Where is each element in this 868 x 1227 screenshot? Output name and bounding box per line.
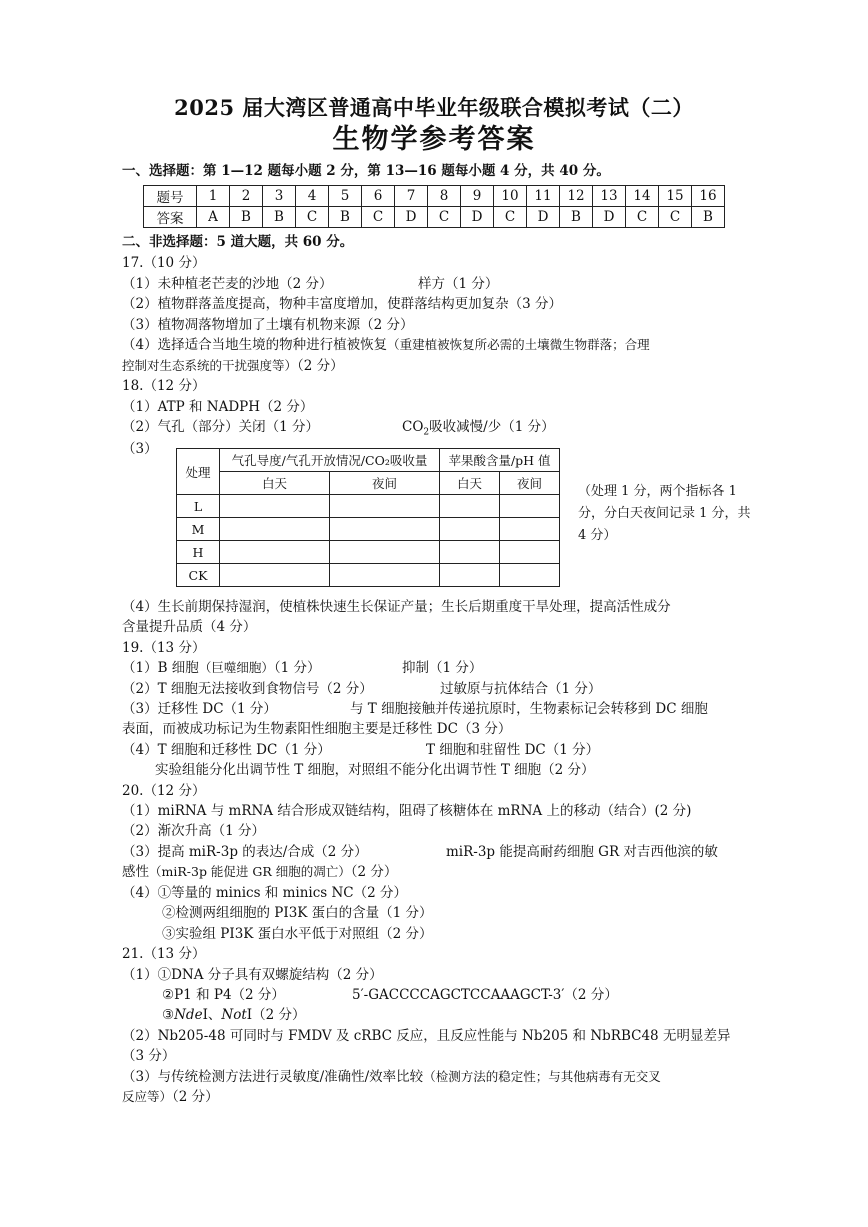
question-number: 10 <box>494 186 527 207</box>
q21-answer-3a-note: （检测方法的稳定性；与其他病毒有无交叉 <box>423 1069 661 1084</box>
empty-cell <box>220 564 330 587</box>
q21-answer-3a-main: （3）与传统检测方法进行灵敏度/准确性/效率比较 <box>122 1069 424 1085</box>
q20-answer-3c-score: （2 分） <box>350 864 398 880</box>
co2-subscript: 2 <box>423 427 430 438</box>
q18-answer-2b <box>402 418 555 442</box>
q20-answer-3c-main: 感性 <box>122 864 149 880</box>
co2-prefix: CO <box>402 419 424 435</box>
q20-answer-4a: （4）①等量的 minics 和 minics NC（2 分） <box>122 885 408 901</box>
q20-answer-2: （2）渐次升高（1 分） <box>122 823 265 839</box>
empty-cell <box>440 495 500 518</box>
q18-answer-4-line2: 含量提升品质（4 分） <box>122 619 257 635</box>
q20-answer-4c: ③实验组 PI3K 蛋白水平低于对照组（2 分） <box>162 926 433 942</box>
q21-heading: 21.（13 分） <box>122 946 206 962</box>
table-header-row <box>177 449 560 472</box>
q21-answer-3b-note: 反应等） <box>122 1089 173 1104</box>
q20-answer-3a: （3）提高 miR-3p 的表达/合成（2 分） <box>122 844 368 860</box>
q19-answer-4b: T 细胞和驻留性 DC（1 分） <box>426 742 600 758</box>
q19-answer-2b: 过敏原与抗体结合（1 分） <box>440 681 602 697</box>
answer-cell: C <box>296 207 329 228</box>
q19-answer-2a: （2）T 细胞无法接收到食物信号（2 分） <box>122 681 373 697</box>
q17-answer-1a: （1）未种植老芒麦的沙地（2 分） <box>122 276 333 292</box>
table-subheader-day: 白天 <box>220 472 330 495</box>
question-number: 3 <box>263 186 296 207</box>
question-number: 5 <box>329 186 362 207</box>
answer-cell: B <box>692 207 725 228</box>
treatment-label: CK <box>177 564 220 587</box>
q18-scoring-note: （处理 1 分，两个指标各 1 分，分白天夜间记录 1 分，共 4 分） <box>578 484 751 543</box>
empty-cell <box>220 518 330 541</box>
table-col-header-stomata: 气孔导度/气孔开放情况/CO₂吸收量 <box>220 449 440 472</box>
q20-answer-3c-note: （miR-3p 能促进 GR 细胞的凋亡） <box>149 864 351 879</box>
answer-row <box>144 207 725 228</box>
q19-answer-1a-score: （1 分） <box>273 660 321 676</box>
treatment-label: L <box>177 495 220 518</box>
q17-answer-2: （2）植物群落盖度提高，物种丰富度增加，使群落结构更加复杂（3 分） <box>122 296 562 312</box>
enzyme-name-nde: Nde <box>174 1007 203 1023</box>
treatment-label: H <box>177 541 220 564</box>
answer-cell: A <box>197 207 230 228</box>
answer-cell: D <box>527 207 560 228</box>
q17-heading: 17.（10 分） <box>122 255 206 271</box>
q19-answer-1b: 抑制（1 分） <box>402 660 483 676</box>
answer-cell: C <box>626 207 659 228</box>
empty-cell <box>500 541 560 564</box>
q18-answer-4-line1: （4）生长前期保持湿润，使植株快速生长保证产量；生长后期重度干旱处理，提高活性成分 <box>122 599 671 615</box>
table-subheader-row <box>177 472 560 495</box>
q19-answer-4c: 实验组能分化出调节性 T 细胞，对照组不能分化出调节性 T 细胞（2 分） <box>155 762 595 778</box>
q21-answer-2b: （3 分） <box>122 1048 176 1064</box>
document-subtitle: 生物学参考答案 <box>332 124 536 155</box>
question-number: 13 <box>593 186 626 207</box>
empty-cell <box>440 541 500 564</box>
question-number: 9 <box>461 186 494 207</box>
q17-answer-4-main: （4）选择适合当地生境的物种进行植被恢复 <box>122 337 388 353</box>
table-subheader-night: 夜间 <box>500 472 560 495</box>
question-number-row <box>144 186 725 207</box>
q17-answer-4-note-cont: 控制对生态系统的干扰强度等） <box>122 358 298 373</box>
table-subheader-night: 夜间 <box>330 472 440 495</box>
table-row <box>177 495 560 518</box>
empty-cell <box>330 541 440 564</box>
q20-answer-1: （1）miRNA 与 mRNA 结合形成双链结构，阻碍了核糖体在 mRNA 上的移动（结合）(2 分) <box>122 803 692 819</box>
q18-heading: 18.（12 分） <box>122 378 206 394</box>
table-row <box>177 564 560 587</box>
q21-answer-1a: （1）①DNA 分子具有双螺旋结构（2 分） <box>122 967 383 983</box>
treatment-label: M <box>177 518 220 541</box>
question-number: 14 <box>626 186 659 207</box>
q19-answer-1a-note: （巨噬细胞） <box>198 660 274 675</box>
question-number: 8 <box>428 186 461 207</box>
q20-answer-3b: miR-3p 能提高耐药细胞 GR 对吉西他滨的敏 <box>446 844 718 860</box>
empty-cell <box>500 564 560 587</box>
row-label-answers: 答案 <box>144 207 197 228</box>
q17-answer-3: （3）植物凋落物增加了土壤有机物来源（2 分） <box>122 317 414 333</box>
q18-answer-3-label: （3） <box>122 441 158 457</box>
q18-answer-1: （1）ATP 和 NADPH（2 分） <box>122 399 314 415</box>
empty-cell <box>500 518 560 541</box>
q21-answer-1c: 5′-GACCCCAGCTCCAAAGCT-3′（2 分） <box>352 987 618 1003</box>
q21-answer-1d <box>162 1006 306 1024</box>
q21-answer-3a <box>122 1068 661 1086</box>
q19-heading: 19.（13 分） <box>122 640 206 656</box>
q21-answer-1d-prefix: ③ <box>162 1007 175 1023</box>
q18-answer-2a: （2）气孔（部分）关闭（1 分） <box>122 419 319 435</box>
answer-cell: D <box>593 207 626 228</box>
answer-cell: B <box>560 207 593 228</box>
q21-answer-1b: ②P1 和 P4（2 分） <box>162 987 285 1003</box>
answer-cell: B <box>230 207 263 228</box>
q20-answer-3c <box>122 863 397 881</box>
answer-cell: C <box>362 207 395 228</box>
q17-answer-4-line1 <box>122 336 650 354</box>
empty-cell <box>440 518 500 541</box>
q21-answer-3b-score: （2 分） <box>172 1089 219 1105</box>
multiple-choice-answer-table <box>143 185 725 228</box>
question-number: 12 <box>560 186 593 207</box>
experiment-record-table <box>176 448 560 587</box>
question-number: 2 <box>230 186 263 207</box>
enzyme-name-not: Not <box>221 1007 247 1023</box>
question-number: 1 <box>197 186 230 207</box>
table-col-header-malate: 苹果酸含量/pH 值 <box>440 449 560 472</box>
empty-cell <box>330 495 440 518</box>
section1-heading: 一、选择题：第 1—12 题每小题 2 分，第 13—16 题每小题 4 分，共 40 分。 <box>122 163 610 179</box>
q21-answer-2a: （2）Nb205-48 可同时与 FMDV 及 cRBC 反应，且反应性能与 Nb205 和 NbRBC48 无明显差异 <box>122 1028 731 1044</box>
question-number: 4 <box>296 186 329 207</box>
q17-answer-4-line2 <box>122 357 344 375</box>
q19-answer-3a: （3）迁移性 DC（1 分） <box>122 701 277 717</box>
empty-cell <box>330 564 440 587</box>
q19-answer-4a: （4）T 细胞和迁移性 DC（1 分） <box>122 742 331 758</box>
table-subheader-day: 白天 <box>440 472 500 495</box>
answer-cell: D <box>395 207 428 228</box>
answer-cell: C <box>659 207 692 228</box>
table-row <box>177 518 560 541</box>
q19-answer-3b: 与 T 细胞接触并传递抗原时，生物素标记会转移到 DC 细胞 <box>350 701 708 717</box>
row-label-numbers: 题号 <box>144 186 197 207</box>
q19-answer-1a <box>122 659 320 677</box>
table-corner: 处理 <box>177 449 220 495</box>
empty-cell <box>440 564 500 587</box>
q20-heading: 20.（12 分） <box>122 783 206 799</box>
empty-cell <box>330 518 440 541</box>
document-title: 2025 届大湾区普通高中毕业年级联合模拟考试（二） <box>174 95 694 120</box>
empty-cell <box>220 541 330 564</box>
answer-cell: C <box>494 207 527 228</box>
q21-answer-3b <box>122 1088 219 1106</box>
q20-answer-4b: ②检测两组细胞的 PI3K 蛋白的含量（1 分） <box>162 905 433 921</box>
empty-cell <box>220 495 330 518</box>
answer-cell: B <box>263 207 296 228</box>
co2-suffix: 吸收减慢/少（1 分） <box>429 419 555 435</box>
q19-answer-1a-main: （1）B 细胞 <box>122 660 199 676</box>
enzyme-suffix-2: Ⅰ（2 分） <box>246 1007 306 1023</box>
question-number: 16 <box>692 186 725 207</box>
q17-answer-1b: 样方（1 分） <box>418 276 499 292</box>
question-number: 15 <box>659 186 692 207</box>
q19-answer-3c: 表面，而被成功标记为生物素阳性细胞主要是迁移性 DC（3 分） <box>122 721 512 737</box>
q17-answer-4-note: （重建植被恢复所必需的土壤微生物群落；合理 <box>387 337 650 352</box>
empty-cell <box>500 495 560 518</box>
section2-heading: 二、非选择题：5 道大题，共 60 分。 <box>122 234 354 250</box>
q17-answer-4-score: （2 分） <box>297 358 344 374</box>
answer-cell: B <box>329 207 362 228</box>
enzyme-suffix-1: Ⅰ、 <box>202 1007 222 1023</box>
question-number: 7 <box>395 186 428 207</box>
question-number: 6 <box>362 186 395 207</box>
table-row <box>177 541 560 564</box>
answer-cell: D <box>461 207 494 228</box>
answer-cell: C <box>428 207 461 228</box>
question-number: 11 <box>527 186 560 207</box>
